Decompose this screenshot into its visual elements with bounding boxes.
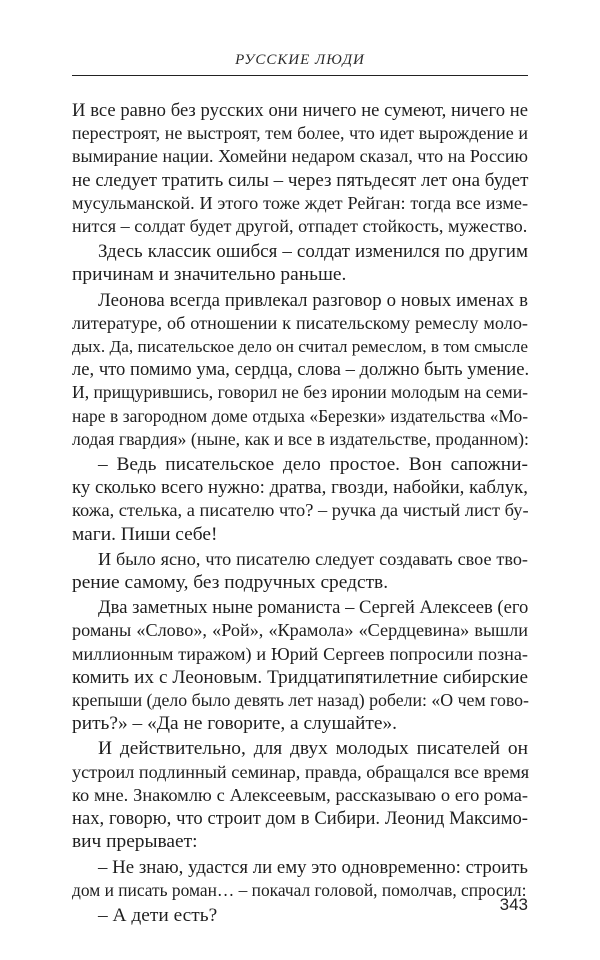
text-line: маги. Пиши себе! (72, 523, 218, 545)
text-line: рить?» – «Да не говорите, а слушайте». (72, 713, 397, 735)
paragraph (72, 596, 528, 735)
text-line: устроил подлинный семинар, правда, обращался все время (72, 761, 530, 782)
header-rule (72, 75, 528, 76)
paragraph (72, 99, 528, 238)
text-line: романы «Слово», «Рой», «Крамола» «Сердцевина» вышли (72, 620, 528, 641)
text-line: кожа, стелька, а писателю что? – ручка да чистый лист бу- (72, 500, 529, 521)
text-line: И все равно без русских они ничего не сумеют, ничего не (72, 100, 528, 121)
text-line: нах, говорю, что строит дом в Сибири. Леонид Максимо- (72, 808, 528, 830)
paragraph (72, 289, 528, 451)
text-line: лодая гвардия» (ныне, как и все в издательстве, проданном): (72, 428, 529, 449)
text-line: Леонова всегда привлекал разговор о новых именах в (98, 289, 528, 311)
text-line: причинам и значительно раньше. (72, 264, 347, 286)
text-line: рение самому, без подручных средств. (72, 572, 389, 594)
text-line: И действительно, для двух молодых писателей он (98, 738, 528, 760)
paragraph (72, 737, 528, 853)
text-line: наре в загородном доме отдыха «Березки» издательства «Мо- (72, 405, 528, 426)
paragraph (72, 453, 528, 546)
text-line: – Ведь писательское дело простое. Вон сапожни- (98, 454, 528, 476)
text-line: И было ясно, что писателю следует создавать свое тво- (98, 548, 528, 569)
text-line: крепыши (дело было девять лет назад) робели: «О чем гово- (72, 690, 529, 711)
text-line: комить их с Леоновым. Тридцатипятилетние сибирские (72, 666, 528, 688)
text-line: Два заметных ныне романиста – Сергей Алексеев (его (98, 597, 529, 619)
paragraph (72, 240, 528, 286)
text-line: – Не знаю, удастся ли ему это одновременно: строить (98, 856, 528, 878)
text-line: миллионным тиражом) и Юрий Сергеев попросили позна- (72, 643, 528, 664)
text-line: вич прерывает: (72, 831, 198, 853)
page-number: 343 (499, 895, 528, 914)
body-text (72, 99, 528, 927)
paragraph (72, 548, 528, 594)
text-line: И, прищурившись, говорил не без иронии молодым на семи- (72, 382, 528, 403)
text-line: ко мне. Знакомлю с Алексеевым, рассказываю о его рома- (72, 784, 528, 805)
text-line: ле, что помимо ума, сердца, слова – должно быть умение. (72, 359, 530, 381)
text-line: нится – солдат будет другой, отпадет стойкость, мужество. (72, 216, 528, 237)
text-line: не следует тратить силы – через пятьдесят лет она будет (72, 169, 529, 191)
text-line: мусульманской. И этого тоже ждет Рейган: тогда все изме- (72, 192, 528, 213)
text-line: – А дети есть? (98, 904, 218, 926)
text-line: ку сколько всего нужно: дратва, гвозди, набойки, каблук, (72, 477, 528, 499)
text-line: литературе, об отношении к писательскому ремеслу моло- (72, 312, 528, 333)
text-line: Здесь классик ошибся – солдат изменился по другим (98, 241, 528, 263)
text-line: перестроят, не выстроят, тем более, что идет вырождение и (72, 123, 528, 144)
text-line: дых. Да, писательское дело он считал ремеслом, в том смысле (72, 337, 528, 357)
running-head: РУССКИЕ ЛЮДИ (235, 52, 365, 68)
text-line: вымирание нации. Хомейни недаром сказал, что на Россию (72, 146, 528, 167)
text-line: дом и писать роман… – покачал головой, помолчав, спросил: (72, 879, 527, 900)
